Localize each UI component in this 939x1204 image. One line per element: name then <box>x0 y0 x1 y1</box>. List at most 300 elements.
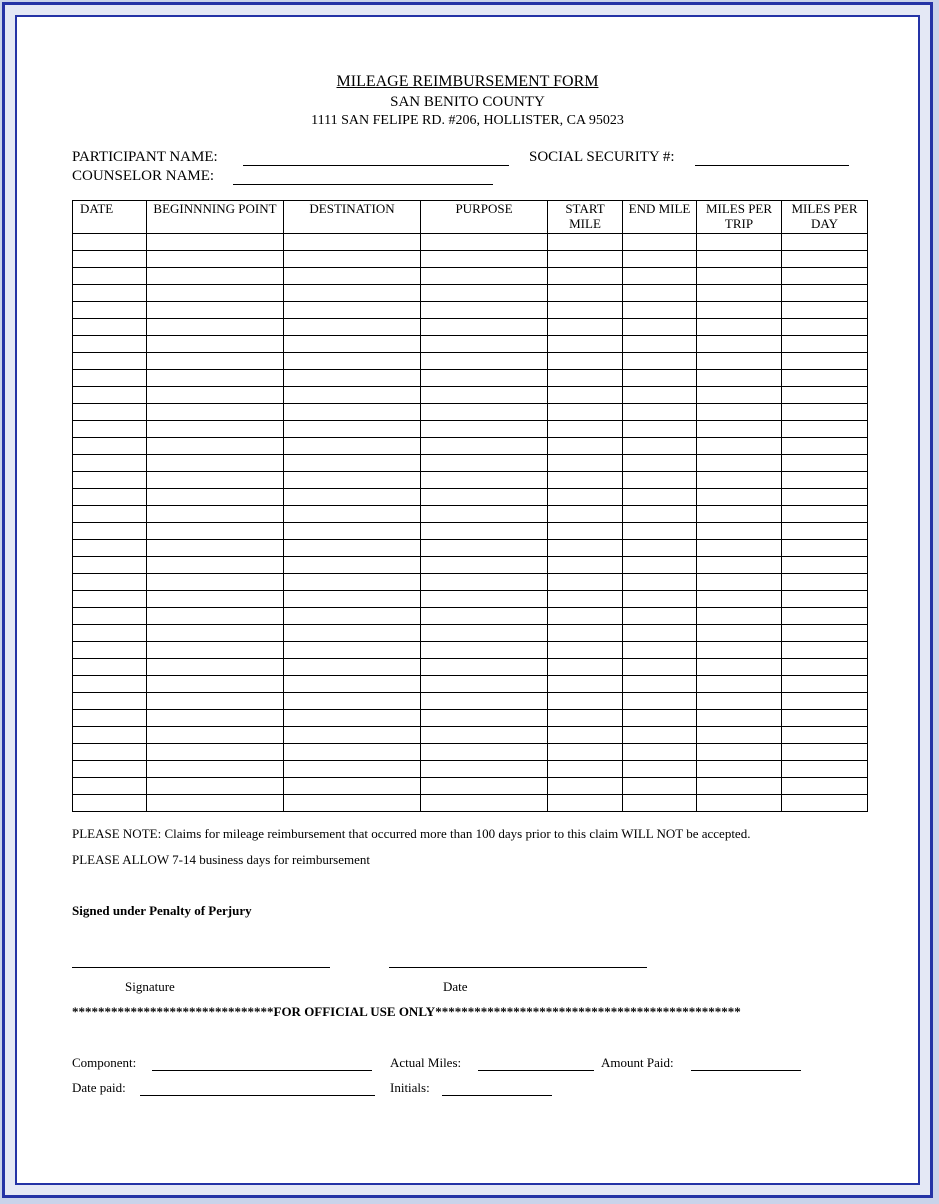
table-cell[interactable] <box>421 251 548 268</box>
table-cell[interactable] <box>284 319 421 336</box>
table-cell[interactable] <box>697 625 782 642</box>
table-cell[interactable] <box>421 795 548 812</box>
table-cell[interactable] <box>284 268 421 285</box>
table-cell[interactable] <box>623 506 697 523</box>
table-cell[interactable] <box>284 472 421 489</box>
table-cell[interactable] <box>548 336 623 353</box>
table-cell[interactable] <box>623 608 697 625</box>
table-cell[interactable] <box>421 608 548 625</box>
table-cell[interactable] <box>697 642 782 659</box>
table-cell[interactable] <box>73 455 147 472</box>
mileage-log-table <box>72 200 868 812</box>
table-cell[interactable] <box>548 710 623 727</box>
table-cell[interactable] <box>73 693 147 710</box>
table-cell[interactable] <box>421 319 548 336</box>
table-cell[interactable] <box>697 472 782 489</box>
table-cell[interactable] <box>623 557 697 574</box>
table-cell[interactable] <box>147 268 284 285</box>
table-cell[interactable] <box>623 727 697 744</box>
table-cell[interactable] <box>697 574 782 591</box>
table-cell[interactable] <box>623 523 697 540</box>
table-cell[interactable] <box>782 625 868 642</box>
table-cell[interactable] <box>697 489 782 506</box>
table-cell[interactable] <box>421 642 548 659</box>
table-cell[interactable] <box>73 778 147 795</box>
table-cell[interactable] <box>421 370 548 387</box>
table-cell[interactable] <box>421 625 548 642</box>
table-cell[interactable] <box>548 472 623 489</box>
table-cell[interactable] <box>73 404 147 421</box>
table-cell[interactable] <box>284 251 421 268</box>
table-cell[interactable] <box>697 523 782 540</box>
table-cell[interactable] <box>548 761 623 778</box>
date-paid-field[interactable] <box>140 1095 375 1096</box>
table-cell[interactable] <box>548 693 623 710</box>
table-cell[interactable] <box>147 285 284 302</box>
table-cell[interactable] <box>147 659 284 676</box>
table-cell[interactable] <box>548 489 623 506</box>
table-cell[interactable] <box>421 523 548 540</box>
table-row <box>73 421 868 438</box>
table-cell[interactable] <box>623 710 697 727</box>
table-cell[interactable] <box>623 421 697 438</box>
table-cell[interactable] <box>782 574 868 591</box>
table-cell[interactable] <box>782 472 868 489</box>
table-cell[interactable] <box>623 438 697 455</box>
table-cell[interactable] <box>782 489 868 506</box>
table-cell[interactable] <box>548 778 623 795</box>
table-cell[interactable] <box>421 744 548 761</box>
table-cell[interactable] <box>147 625 284 642</box>
table-cell[interactable] <box>284 676 421 693</box>
table-cell[interactable] <box>284 778 421 795</box>
table-cell[interactable] <box>147 744 284 761</box>
table-cell[interactable] <box>284 642 421 659</box>
table-cell[interactable] <box>73 387 147 404</box>
table-cell[interactable] <box>782 727 868 744</box>
table-cell[interactable] <box>697 268 782 285</box>
table-cell[interactable] <box>147 778 284 795</box>
table-cell[interactable] <box>284 336 421 353</box>
table-cell[interactable] <box>548 370 623 387</box>
table-cell[interactable] <box>782 438 868 455</box>
table-row <box>73 523 868 540</box>
amount-paid-field[interactable] <box>691 1070 801 1071</box>
table-cell[interactable] <box>623 591 697 608</box>
table-cell[interactable] <box>73 285 147 302</box>
table-cell[interactable] <box>73 251 147 268</box>
table-cell[interactable] <box>548 557 623 574</box>
table-row <box>73 285 868 302</box>
table-cell[interactable] <box>421 676 548 693</box>
signature-field[interactable] <box>72 967 330 968</box>
table-cell[interactable] <box>623 370 697 387</box>
table-cell[interactable] <box>548 421 623 438</box>
table-cell[interactable] <box>548 795 623 812</box>
table-cell[interactable] <box>147 523 284 540</box>
table-cell[interactable] <box>782 778 868 795</box>
table-cell[interactable] <box>548 625 623 642</box>
table-cell[interactable] <box>697 693 782 710</box>
table-cell[interactable] <box>284 404 421 421</box>
table-cell[interactable] <box>623 404 697 421</box>
table-cell[interactable] <box>697 387 782 404</box>
table-row <box>73 540 868 557</box>
table-cell[interactable] <box>421 336 548 353</box>
ssn-field[interactable] <box>695 165 849 166</box>
table-cell[interactable] <box>623 744 697 761</box>
table-cell[interactable] <box>147 591 284 608</box>
table-cell[interactable] <box>697 557 782 574</box>
table-cell[interactable] <box>623 455 697 472</box>
table-cell[interactable] <box>284 608 421 625</box>
table-cell[interactable] <box>284 625 421 642</box>
table-cell[interactable] <box>421 387 548 404</box>
table-cell[interactable] <box>284 727 421 744</box>
table-cell[interactable] <box>548 659 623 676</box>
table-cell[interactable] <box>421 421 548 438</box>
table-cell[interactable] <box>623 778 697 795</box>
table-cell[interactable] <box>697 302 782 319</box>
table-cell[interactable] <box>623 268 697 285</box>
table-cell[interactable] <box>421 574 548 591</box>
table-cell[interactable] <box>73 438 147 455</box>
table-cell[interactable] <box>73 506 147 523</box>
table-cell[interactable] <box>697 591 782 608</box>
table-cell[interactable] <box>697 353 782 370</box>
table-cell[interactable] <box>147 438 284 455</box>
table-cell[interactable] <box>284 489 421 506</box>
table-cell[interactable] <box>73 523 147 540</box>
table-cell[interactable] <box>421 591 548 608</box>
table-cell[interactable] <box>548 523 623 540</box>
table-cell[interactable] <box>782 302 868 319</box>
table-cell[interactable] <box>284 540 421 557</box>
participant-name-field[interactable] <box>243 165 509 166</box>
table-cell[interactable] <box>548 285 623 302</box>
table-cell[interactable] <box>421 659 548 676</box>
table-cell[interactable] <box>697 744 782 761</box>
table-cell[interactable] <box>284 370 421 387</box>
table-cell[interactable] <box>782 319 868 336</box>
table-cell[interactable] <box>73 659 147 676</box>
table-cell[interactable] <box>284 710 421 727</box>
table-cell[interactable] <box>548 608 623 625</box>
table-cell[interactable] <box>147 353 284 370</box>
table-cell[interactable] <box>623 302 697 319</box>
counselor-name-field[interactable] <box>233 184 493 185</box>
table-cell[interactable] <box>73 353 147 370</box>
table-cell[interactable] <box>623 625 697 642</box>
table-cell[interactable] <box>782 404 868 421</box>
table-cell[interactable] <box>421 761 548 778</box>
table-cell[interactable] <box>73 642 147 659</box>
table-header-row <box>73 201 868 234</box>
table-cell[interactable] <box>73 489 147 506</box>
table-cell[interactable] <box>421 438 548 455</box>
table-cell[interactable] <box>782 710 868 727</box>
table-cell[interactable] <box>697 370 782 387</box>
table-cell[interactable] <box>623 659 697 676</box>
table-cell[interactable] <box>782 676 868 693</box>
table-body <box>73 234 868 812</box>
table-cell[interactable] <box>421 710 548 727</box>
component-field[interactable] <box>152 1070 372 1071</box>
table-cell[interactable] <box>782 557 868 574</box>
table-cell[interactable] <box>782 761 868 778</box>
table-cell[interactable] <box>147 557 284 574</box>
table-cell[interactable] <box>697 404 782 421</box>
table-cell[interactable] <box>147 234 284 251</box>
table-cell[interactable] <box>284 421 421 438</box>
table-cell[interactable] <box>623 353 697 370</box>
table-cell[interactable] <box>782 336 868 353</box>
table-cell[interactable] <box>548 302 623 319</box>
table-cell[interactable] <box>623 387 697 404</box>
table-cell[interactable] <box>782 455 868 472</box>
table-cell[interactable] <box>782 370 868 387</box>
table-cell[interactable] <box>548 540 623 557</box>
table-cell[interactable] <box>697 710 782 727</box>
table-cell[interactable] <box>697 608 782 625</box>
table-row <box>73 761 868 778</box>
table-cell[interactable] <box>697 455 782 472</box>
table-cell[interactable] <box>284 693 421 710</box>
table-cell[interactable] <box>147 421 284 438</box>
table-cell[interactable] <box>697 438 782 455</box>
table-cell[interactable] <box>421 404 548 421</box>
table-cell[interactable] <box>147 370 284 387</box>
table-cell[interactable] <box>697 506 782 523</box>
table-cell[interactable] <box>73 234 147 251</box>
table-cell[interactable] <box>284 523 421 540</box>
table-cell[interactable] <box>697 285 782 302</box>
table-cell[interactable] <box>697 336 782 353</box>
table-cell[interactable] <box>697 540 782 557</box>
table-cell[interactable] <box>73 336 147 353</box>
actual-miles-label: Actual Miles: <box>390 1055 462 1070</box>
table-cell[interactable] <box>421 506 548 523</box>
table-cell[interactable] <box>623 234 697 251</box>
table-cell[interactable] <box>73 625 147 642</box>
table-cell[interactable] <box>782 540 868 557</box>
table-cell[interactable] <box>421 557 548 574</box>
table-cell[interactable] <box>782 285 868 302</box>
amount-paid-label: Amount Paid: <box>601 1055 674 1070</box>
table-cell[interactable] <box>548 234 623 251</box>
table-cell[interactable] <box>284 795 421 812</box>
table-cell[interactable] <box>284 438 421 455</box>
table-cell[interactable] <box>623 336 697 353</box>
table-cell[interactable] <box>421 693 548 710</box>
table-cell[interactable] <box>421 472 548 489</box>
table-cell[interactable] <box>548 642 623 659</box>
table-cell[interactable] <box>284 744 421 761</box>
table-cell[interactable] <box>147 472 284 489</box>
table-cell[interactable] <box>697 421 782 438</box>
table-cell[interactable] <box>623 795 697 812</box>
table-cell[interactable] <box>421 778 548 795</box>
initials-field[interactable] <box>442 1095 552 1096</box>
table-cell[interactable] <box>623 285 697 302</box>
table-cell[interactable] <box>73 710 147 727</box>
table-cell[interactable] <box>697 319 782 336</box>
table-cell[interactable] <box>73 744 147 761</box>
official-use-banner: *******************************FOR OFFICIAL USE ONLY*********************************************** <box>72 1004 741 1019</box>
table-row <box>73 455 868 472</box>
table-cell[interactable] <box>73 319 147 336</box>
table-cell[interactable] <box>73 795 147 812</box>
table-row <box>73 727 868 744</box>
table-cell[interactable] <box>284 234 421 251</box>
table-cell[interactable] <box>421 268 548 285</box>
table-cell[interactable] <box>623 489 697 506</box>
table-cell[interactable] <box>697 676 782 693</box>
table-cell[interactable] <box>548 251 623 268</box>
table-cell[interactable] <box>697 234 782 251</box>
table-cell[interactable] <box>421 455 548 472</box>
table-cell[interactable] <box>147 319 284 336</box>
table-cell[interactable] <box>623 761 697 778</box>
table-cell[interactable] <box>548 506 623 523</box>
table-cell[interactable] <box>782 591 868 608</box>
table-cell[interactable] <box>782 659 868 676</box>
table-row <box>73 319 868 336</box>
table-cell[interactable] <box>548 455 623 472</box>
table-cell[interactable] <box>697 251 782 268</box>
table-cell[interactable] <box>782 251 868 268</box>
table-cell[interactable] <box>284 506 421 523</box>
table-cell[interactable] <box>782 268 868 285</box>
table-cell[interactable] <box>548 404 623 421</box>
table-cell[interactable] <box>284 659 421 676</box>
table-cell[interactable] <box>421 540 548 557</box>
table-cell[interactable] <box>73 761 147 778</box>
table-cell[interactable] <box>548 574 623 591</box>
table-cell[interactable] <box>147 489 284 506</box>
table-cell[interactable] <box>73 608 147 625</box>
table-cell[interactable] <box>73 302 147 319</box>
table-cell[interactable] <box>73 676 147 693</box>
table-cell[interactable] <box>73 557 147 574</box>
table-cell[interactable] <box>147 540 284 557</box>
table-cell[interactable] <box>73 727 147 744</box>
table-cell[interactable] <box>782 506 868 523</box>
table-cell[interactable] <box>782 608 868 625</box>
table-cell[interactable] <box>421 353 548 370</box>
table-cell[interactable] <box>421 285 548 302</box>
table-cell[interactable] <box>421 302 548 319</box>
table-cell[interactable] <box>147 506 284 523</box>
table-row <box>73 404 868 421</box>
table-cell[interactable] <box>623 251 697 268</box>
table-row <box>73 557 868 574</box>
table-cell[interactable] <box>782 234 868 251</box>
table-cell[interactable] <box>73 370 147 387</box>
table-cell[interactable] <box>73 540 147 557</box>
table-cell[interactable] <box>147 387 284 404</box>
table-cell[interactable] <box>147 336 284 353</box>
table-cell[interactable] <box>548 387 623 404</box>
table-cell[interactable] <box>548 727 623 744</box>
table-row <box>73 744 868 761</box>
table-cell[interactable] <box>147 693 284 710</box>
table-cell[interactable] <box>623 676 697 693</box>
table-cell[interactable] <box>782 523 868 540</box>
table-row <box>73 574 868 591</box>
table-cell[interactable] <box>697 727 782 744</box>
table-cell[interactable] <box>147 710 284 727</box>
table-cell[interactable] <box>421 234 548 251</box>
table-cell[interactable] <box>147 455 284 472</box>
table-cell[interactable] <box>548 744 623 761</box>
table-cell[interactable] <box>623 693 697 710</box>
table-cell[interactable] <box>73 268 147 285</box>
table-cell[interactable] <box>548 591 623 608</box>
table-cell[interactable] <box>147 302 284 319</box>
table-cell[interactable] <box>147 642 284 659</box>
table-cell[interactable] <box>548 319 623 336</box>
table-cell[interactable] <box>548 676 623 693</box>
table-cell[interactable] <box>284 557 421 574</box>
table-cell[interactable] <box>697 778 782 795</box>
table-cell[interactable] <box>697 761 782 778</box>
table-cell[interactable] <box>147 795 284 812</box>
table-cell[interactable] <box>697 795 782 812</box>
table-cell[interactable] <box>147 404 284 421</box>
table-cell[interactable] <box>284 285 421 302</box>
table-cell[interactable] <box>623 319 697 336</box>
table-cell[interactable] <box>73 421 147 438</box>
table-cell[interactable] <box>623 574 697 591</box>
table-cell[interactable] <box>782 421 868 438</box>
signature-date-field[interactable] <box>389 967 647 968</box>
table-cell[interactable] <box>623 540 697 557</box>
table-cell[interactable] <box>421 489 548 506</box>
table-cell[interactable] <box>421 727 548 744</box>
table-cell[interactable] <box>284 591 421 608</box>
table-cell[interactable] <box>284 574 421 591</box>
table-cell[interactable] <box>284 353 421 370</box>
table-cell[interactable] <box>147 676 284 693</box>
table-cell[interactable] <box>147 608 284 625</box>
table-cell[interactable] <box>284 302 421 319</box>
table-cell[interactable] <box>284 455 421 472</box>
table-cell[interactable] <box>548 353 623 370</box>
table-cell[interactable] <box>697 659 782 676</box>
table-cell[interactable] <box>73 472 147 489</box>
table-cell[interactable] <box>782 744 868 761</box>
table-cell[interactable] <box>548 438 623 455</box>
table-cell[interactable] <box>782 693 868 710</box>
table-cell[interactable] <box>284 761 421 778</box>
table-cell[interactable] <box>147 761 284 778</box>
table-cell[interactable] <box>73 591 147 608</box>
table-cell[interactable] <box>147 251 284 268</box>
table-cell[interactable] <box>782 353 868 370</box>
table-cell[interactable] <box>73 574 147 591</box>
table-cell[interactable] <box>782 795 868 812</box>
table-cell[interactable] <box>782 387 868 404</box>
table-cell[interactable] <box>623 472 697 489</box>
table-cell[interactable] <box>147 727 284 744</box>
table-cell[interactable] <box>623 642 697 659</box>
table-cell[interactable] <box>147 574 284 591</box>
table-cell[interactable] <box>284 387 421 404</box>
actual-miles-field[interactable] <box>478 1070 594 1071</box>
table-cell[interactable] <box>548 268 623 285</box>
table-cell[interactable] <box>782 642 868 659</box>
